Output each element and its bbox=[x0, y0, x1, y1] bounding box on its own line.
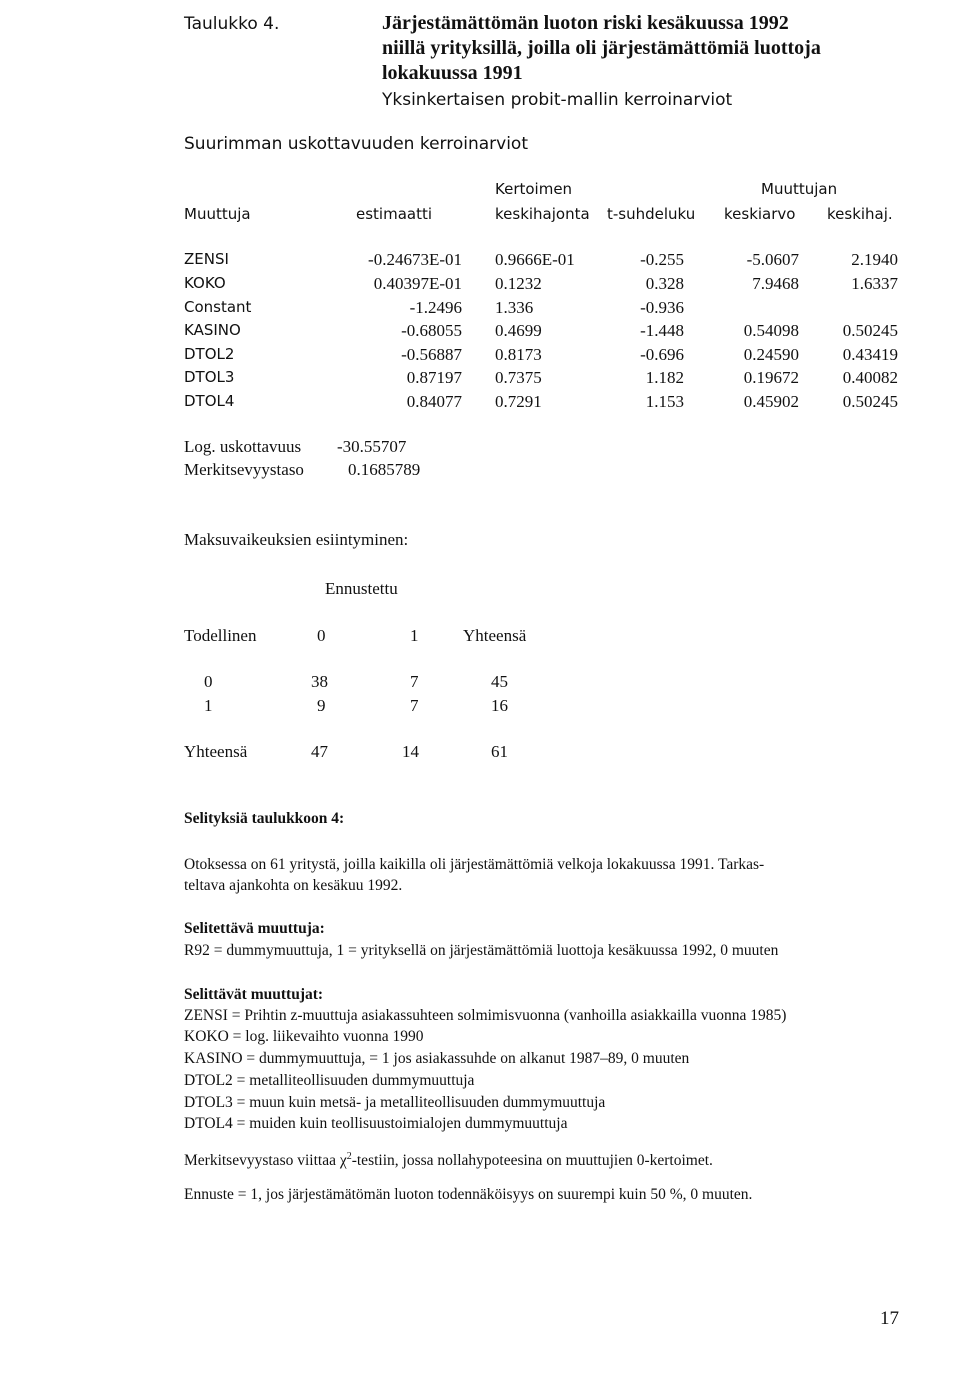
explanatory-kasino: KASINO = dummymuuttuja, = 1 jos asiakassuhde on alkanut 1987–89, 0 muuten bbox=[184, 1050, 690, 1067]
cell-dtol3-t-ratio: 1.182 bbox=[645, 368, 684, 387]
page-title-line-1: Järjestämättömän luoton riski kesäkuussa 1992 bbox=[382, 12, 789, 34]
explanatory-heading: Selittävät muuttujat: bbox=[184, 986, 324, 1003]
total-col-1: 14 bbox=[402, 742, 419, 761]
significance-label: Merkitsevyystaso bbox=[184, 460, 304, 479]
cell-dtol3-variable: DTOL3 bbox=[184, 368, 235, 386]
pred-col-1: 1 bbox=[410, 626, 419, 645]
cell-kasino-t-ratio: -1.448 bbox=[640, 321, 684, 340]
cell-kasino-stderr: 0.4699 bbox=[495, 321, 542, 340]
cell-kasino-mean: 0.54098 bbox=[743, 321, 799, 340]
dependent-heading: Selitettävä muuttuja: bbox=[184, 920, 325, 937]
log-likelihood-value: -30.55707 bbox=[337, 437, 407, 456]
forecast-note: Ennuste = 1, jos järjestämätömän luoton todennäköisyys on suurempi kuin 50 %, 0 muuten. bbox=[184, 1186, 753, 1203]
cell-1-total: 16 bbox=[491, 696, 508, 715]
cell-dtol3-stderr: 0.7375 bbox=[495, 368, 542, 387]
cell-dtol4-t-ratio: 1.153 bbox=[645, 392, 684, 411]
page-title-line-2: niillä yrityksillä, joilla oli järjestämättömiä luottoja bbox=[382, 37, 821, 59]
cell-dtol3-mean: 0.19672 bbox=[743, 368, 799, 387]
cell-dtol4-stderr: 0.7291 bbox=[495, 392, 542, 411]
page-number: 17 bbox=[880, 1308, 899, 1329]
cell-constant-variable: Constant bbox=[184, 298, 252, 316]
cell-koko-estimate: 0.40397E-01 bbox=[373, 274, 462, 293]
cell-0-1: 7 bbox=[410, 672, 419, 691]
cell-koko-stderr: 0.1232 bbox=[495, 274, 542, 293]
actual-row-0-label: 0 bbox=[204, 672, 213, 691]
confusion-heading: Maksuvaikeuksien esiintyminen: bbox=[184, 530, 409, 549]
cell-zensi-t-ratio: -0.255 bbox=[640, 250, 684, 269]
col-header-t-suhdeluku: t-suhdeluku bbox=[607, 205, 696, 223]
cell-constant-estimate: -1.2496 bbox=[409, 298, 462, 317]
cell-dtol4-stddev: 0.50245 bbox=[842, 392, 898, 411]
cell-zensi-variable: ZENSI bbox=[184, 250, 229, 268]
cell-zensi-mean: -5.0607 bbox=[746, 250, 799, 269]
cell-constant-stderr: 1.336 bbox=[495, 298, 534, 317]
cell-dtol3-stddev: 0.40082 bbox=[842, 368, 898, 387]
cell-kasino-estimate: -0.68055 bbox=[401, 321, 462, 340]
cell-dtol2-variable: DTOL2 bbox=[184, 345, 235, 363]
dependent-text: R92 = dummymuuttuja, 1 = yrityksellä on järjestämättömiä luottoja kesäkuussa 1992, 0 muuten bbox=[184, 942, 779, 959]
cell-dtol2-mean: 0.24590 bbox=[743, 345, 799, 364]
cell-zensi-stderr: 0.9666E-01 bbox=[495, 250, 575, 269]
cell-1-1: 7 bbox=[410, 696, 419, 715]
header-muuttujan: Muuttujan bbox=[761, 180, 838, 198]
header-kertoimen: Kertoimen bbox=[495, 180, 573, 198]
significance-note-pre: Merkitsevyystaso viittaa χ bbox=[184, 1152, 347, 1169]
estimates-heading: Suurimman uskottavuuden kerroinarviot bbox=[184, 134, 528, 154]
cell-dtol2-t-ratio: -0.696 bbox=[640, 345, 684, 364]
col-header-estimaatti: estimaatti bbox=[356, 205, 433, 223]
col-header-keskiarvo: keskiarvo bbox=[724, 205, 796, 223]
cell-zensi-estimate: -0.24673E-01 bbox=[368, 250, 462, 269]
cell-koko-mean: 7.9468 bbox=[752, 274, 799, 293]
cell-koko-variable: KOKO bbox=[184, 274, 226, 292]
actual-row-1-label: 1 bbox=[204, 696, 213, 715]
significance-note-post: -testiin, jossa nollahypoteesina on muuttujien 0-kertoimet. bbox=[351, 1152, 713, 1169]
cell-dtol4-mean: 0.45902 bbox=[743, 392, 799, 411]
cell-dtol2-stderr: 0.8173 bbox=[495, 345, 542, 364]
cell-dtol2-estimate: -0.56887 bbox=[401, 345, 462, 364]
notes-heading: Selityksiä taulukkoon 4: bbox=[184, 810, 345, 827]
cell-constant-t-ratio: -0.936 bbox=[640, 298, 684, 317]
total-col-0: 47 bbox=[311, 742, 328, 761]
cell-1-0: 9 bbox=[317, 696, 326, 715]
explanatory-dtol3: DTOL3 = muun kuin metsä- ja metalliteollisuuden dummymuuttuja bbox=[184, 1094, 606, 1111]
significance-value: 0.1685789 bbox=[348, 460, 421, 479]
actual-label: Todellinen bbox=[184, 626, 257, 645]
cell-koko-t-ratio: 0.328 bbox=[645, 274, 684, 293]
cell-dtol4-estimate: 0.84077 bbox=[406, 392, 462, 411]
pred-col-total: Yhteensä bbox=[463, 626, 527, 645]
significance-note bbox=[184, 1152, 713, 1170]
predicted-label: Ennustettu bbox=[325, 579, 398, 598]
cell-dtol3-estimate: 0.87197 bbox=[406, 368, 462, 387]
cell-dtol4-variable: DTOL4 bbox=[184, 392, 235, 410]
col-header-muuttuja: Muuttuja bbox=[184, 205, 251, 223]
page-subtitle: Yksinkertaisen probit-mallin kerroinarviot bbox=[382, 90, 733, 110]
explanatory-dtol2: DTOL2 = metalliteollisuuden dummymuuttuja bbox=[184, 1072, 475, 1089]
significance-note-sup: 2 bbox=[346, 1150, 352, 1162]
cell-kasino-variable: KASINO bbox=[184, 321, 241, 339]
cell-dtol2-stddev: 0.43419 bbox=[842, 345, 898, 364]
explanatory-zensi: ZENSI = Prihtin z-muuttuja asiakassuhteen solmimisvuonna (vanhoilla asiakkailla vuonna 1985) bbox=[184, 1007, 787, 1024]
page-title-line-3: lokakuussa 1991 bbox=[382, 62, 523, 84]
col-header-keskihaj: keskihaj. bbox=[827, 205, 893, 223]
sample-note-line-1: Otoksessa on 61 yritystä, joilla kaikilla oli järjestämättömiä velkoja lokakuussa 1991. Tarkas- bbox=[184, 856, 765, 873]
pred-col-0: 0 bbox=[317, 626, 326, 645]
cell-kasino-stddev: 0.50245 bbox=[842, 321, 898, 340]
sample-note-line-2: teltava ajankohta on kesäkuu 1992. bbox=[184, 877, 403, 894]
explanatory-koko: KOKO = log. liikevaihto vuonna 1990 bbox=[184, 1028, 424, 1045]
cell-0-0: 38 bbox=[311, 672, 328, 691]
cell-zensi-stddev: 2.1940 bbox=[851, 250, 898, 269]
grand-total: 61 bbox=[491, 742, 508, 761]
cell-0-total: 45 bbox=[491, 672, 508, 691]
log-likelihood-label: Log. uskottavuus bbox=[184, 437, 302, 456]
table-label: Taulukko 4. bbox=[184, 14, 280, 34]
cell-koko-stddev: 1.6337 bbox=[851, 274, 898, 293]
explanatory-dtol4: DTOL4 = muiden kuin teollisuustoimialojen dummymuuttuja bbox=[184, 1115, 568, 1132]
col-header-keskihajonta: keskihajonta bbox=[495, 205, 590, 223]
total-row-label: Yhteensä bbox=[184, 742, 248, 761]
